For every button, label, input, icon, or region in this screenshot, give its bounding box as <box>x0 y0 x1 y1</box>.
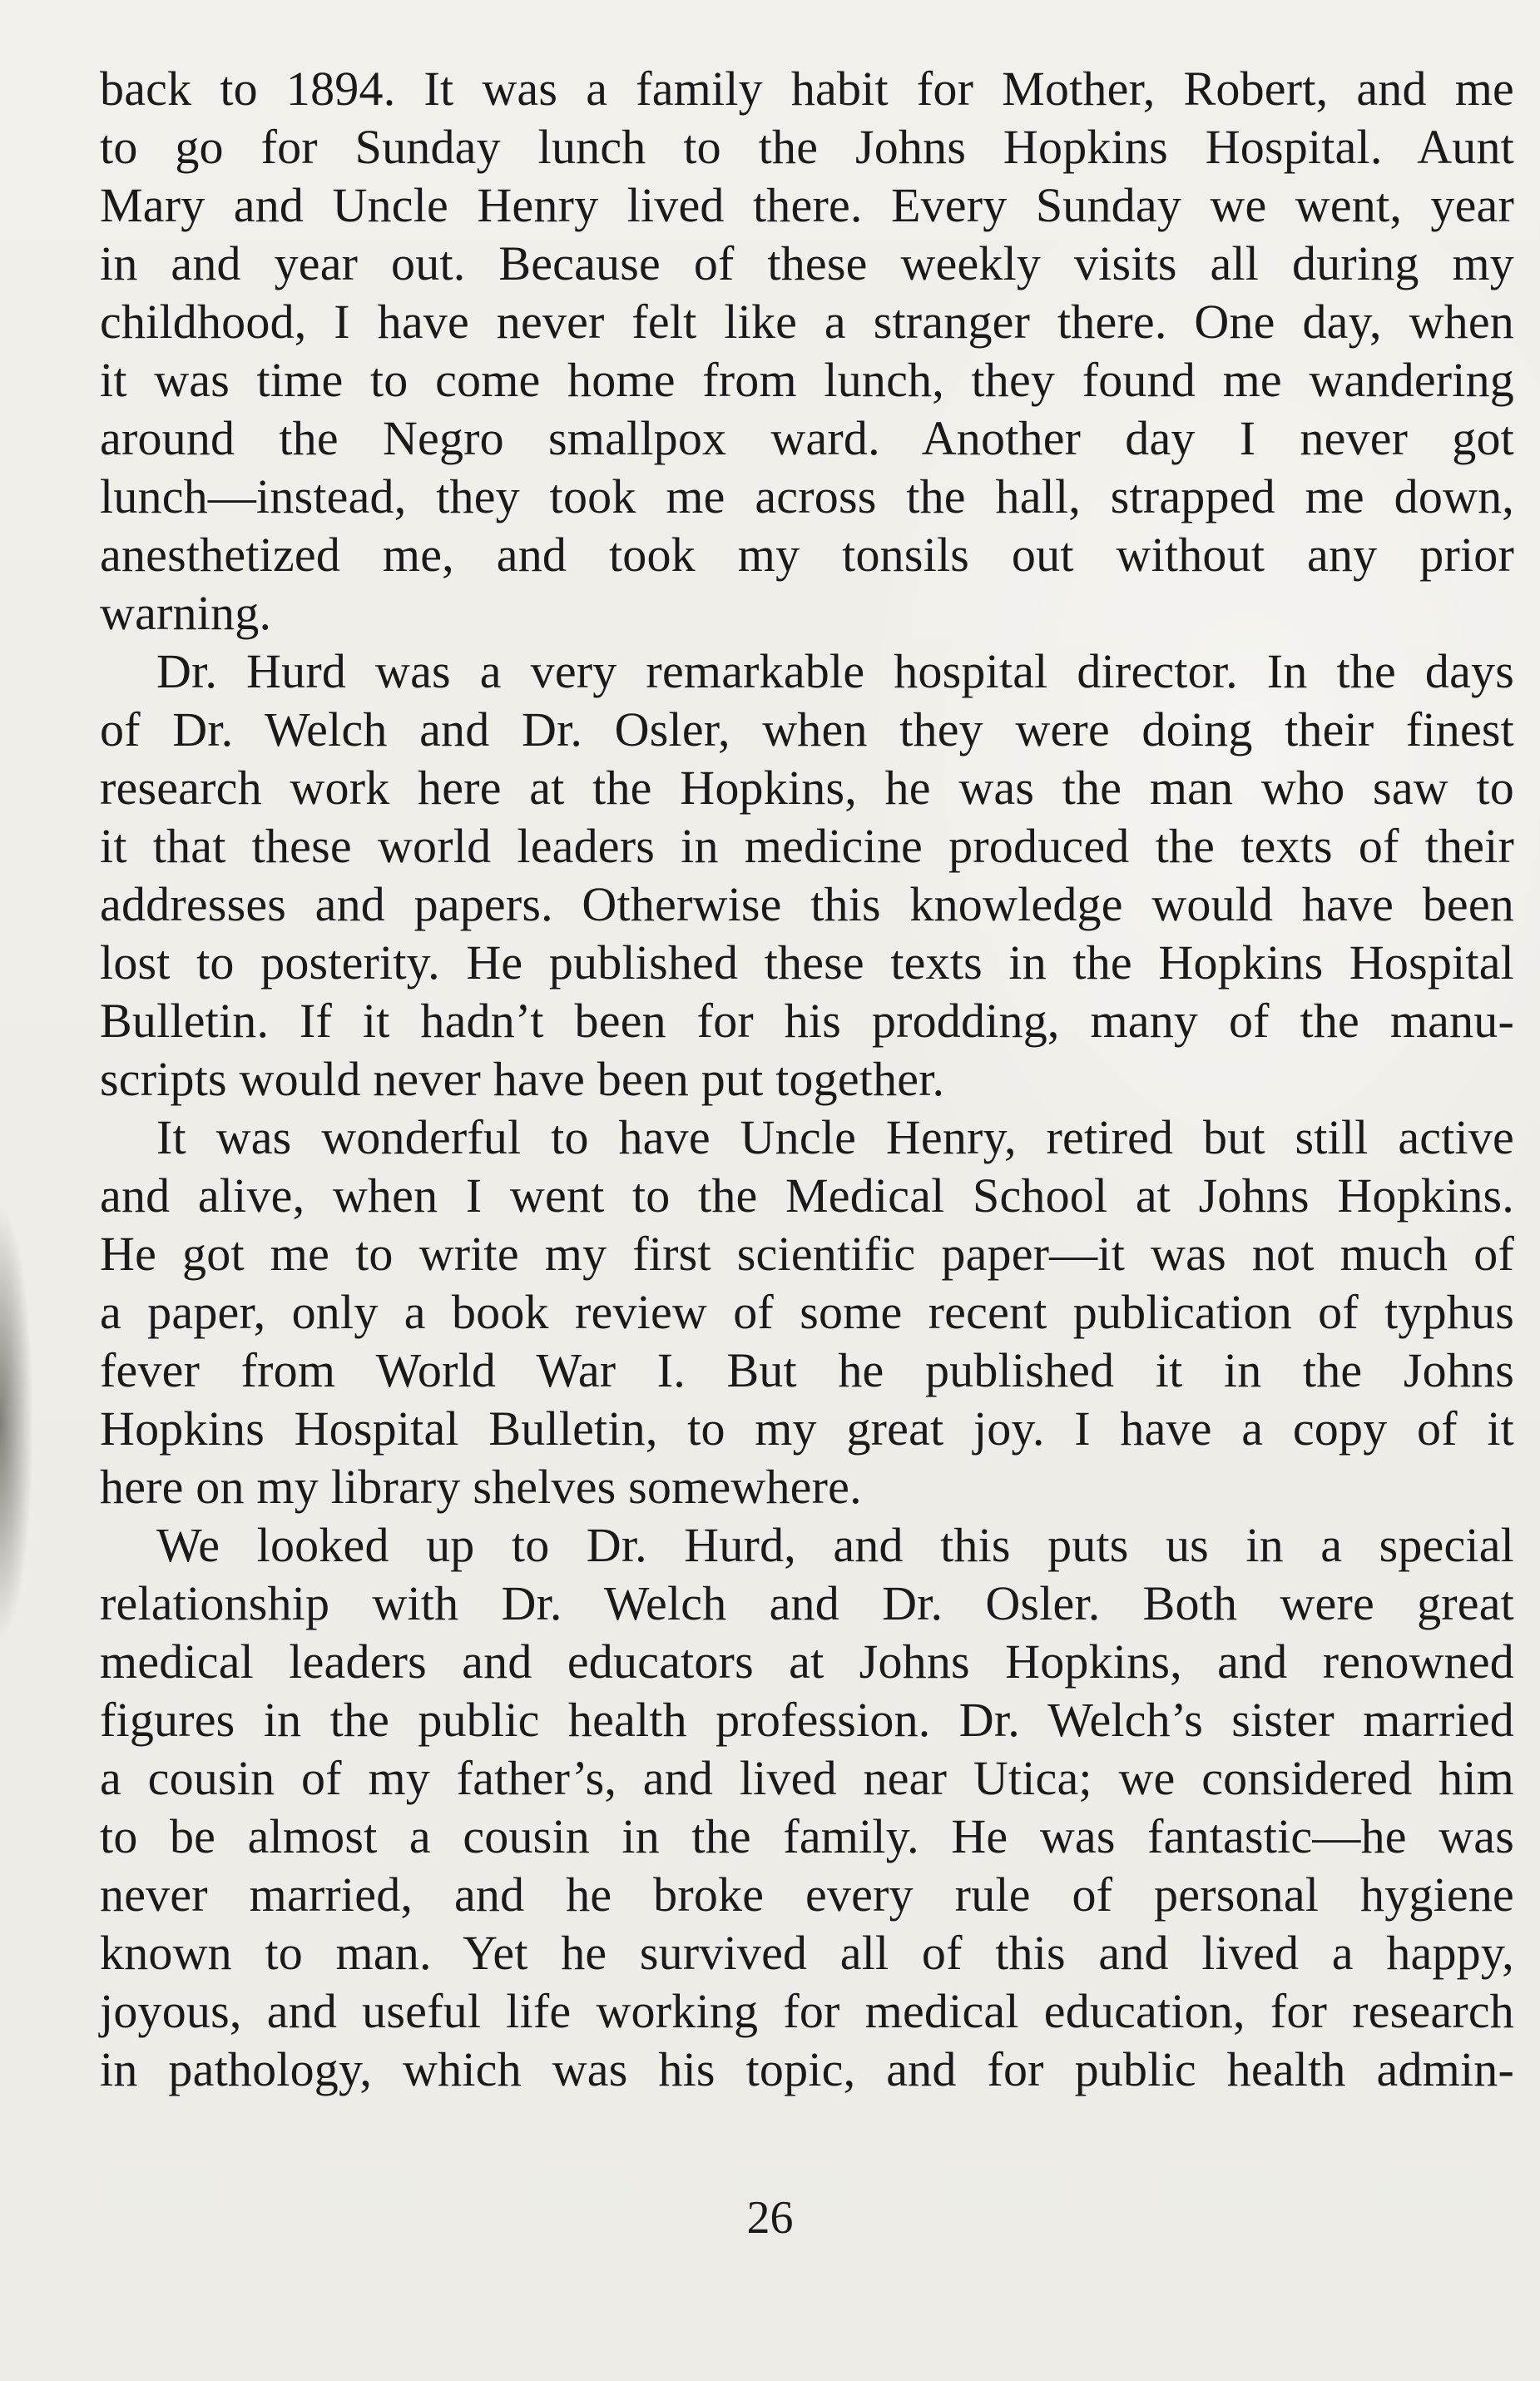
text-line: He got me to write my first scientific paper—it was not much of <box>100 1227 1514 1281</box>
text-line: scripts would never have been put together. <box>100 1052 945 1106</box>
paragraph-1 <box>100 60 1514 642</box>
text-line: lunch—instead, they took me across the hall, strapped me down, <box>100 469 1514 523</box>
text-line: medical leaders and educators at Johns Hopkins, and renowned <box>100 1634 1514 1689</box>
text-line: Bulletin. If it hadn’t been for his prodding, many of the manu- <box>100 994 1514 1048</box>
paragraph-2 <box>100 642 1514 1109</box>
text-line: a paper, only a book review of some recent publication of typhus <box>100 1285 1514 1339</box>
body-text <box>100 60 1514 2099</box>
text-line: and alive, when I went to the Medical School at Johns Hopkins. <box>100 1168 1514 1223</box>
text-line: a cousin of my father’s, and lived near Utica; we considered him <box>100 1751 1514 1805</box>
paragraph-4 <box>100 1516 1514 2099</box>
text-line: in and year out. Because of these weekly visits all during my <box>100 236 1514 290</box>
text-line: Dr. Hurd was a very remarkable hospital director. In the days <box>156 644 1514 698</box>
text-line: it that these world leaders in medicine produced the texts of their <box>100 819 1514 873</box>
text-line: fever from World War I. But he published it in the Johns <box>100 1343 1514 1397</box>
text-line: lost to posterity. He published these texts in the Hopkins Hospital <box>100 935 1514 990</box>
page-number: 26 <box>746 2192 794 2244</box>
text-line: research work here at the Hopkins, he was the man who saw to <box>100 761 1514 815</box>
text-line: childhood, I have never felt like a stranger there. One day, when <box>100 295 1514 349</box>
text-line: in pathology, which was his topic, and for public health admin- <box>100 2042 1514 2096</box>
paragraph-3 <box>100 1109 1514 1516</box>
text-line: back to 1894. It was a family habit for Mother, Robert, and me <box>100 62 1514 116</box>
text-line: Hopkins Hospital Bulletin, to my great joy. I have a copy of it <box>100 1401 1514 1456</box>
page-edge-shadow <box>0 1207 33 1639</box>
text-line: of Dr. Welch and Dr. Osler, when they were doing their finest <box>100 702 1514 756</box>
text-line: warning. <box>100 586 272 640</box>
text-line: it was time to come home from lunch, they found me wandering <box>100 353 1514 407</box>
text-line: around the Negro smallpox ward. Another day I never got <box>100 411 1514 465</box>
text-line: figures in the public health profession. Dr. Welch’s sister married <box>100 1693 1514 1747</box>
text-line: known to man. Yet he survived all of this and lived a happy, <box>100 1926 1514 1980</box>
text-line: anesthetized me, and took my tonsils out without any prior <box>100 528 1514 582</box>
text-line: to be almost a cousin in the family. He was fantastic—he was <box>100 1809 1514 1863</box>
text-line: It was wonderful to have Uncle Henry, retired but still active <box>156 1110 1514 1164</box>
text-line: to go for Sunday lunch to the Johns Hopkins Hospital. Aunt <box>100 120 1514 174</box>
text-line: joyous, and useful life working for medical education, for research <box>100 1984 1514 2038</box>
text-line: We looked up to Dr. Hurd, and this puts us in a special <box>156 1518 1514 1572</box>
text-line: Mary and Uncle Henry lived there. Every Sunday we went, year <box>100 178 1514 232</box>
text-line: never married, and he broke every rule of personal hygiene <box>100 1868 1514 1922</box>
text-line: relationship with Dr. Welch and Dr. Osler. Both were great <box>100 1576 1514 1630</box>
text-line: addresses and papers. Otherwise this knowledge would have been <box>100 877 1514 931</box>
text-line: here on my library shelves somewhere. <box>100 1460 862 1514</box>
